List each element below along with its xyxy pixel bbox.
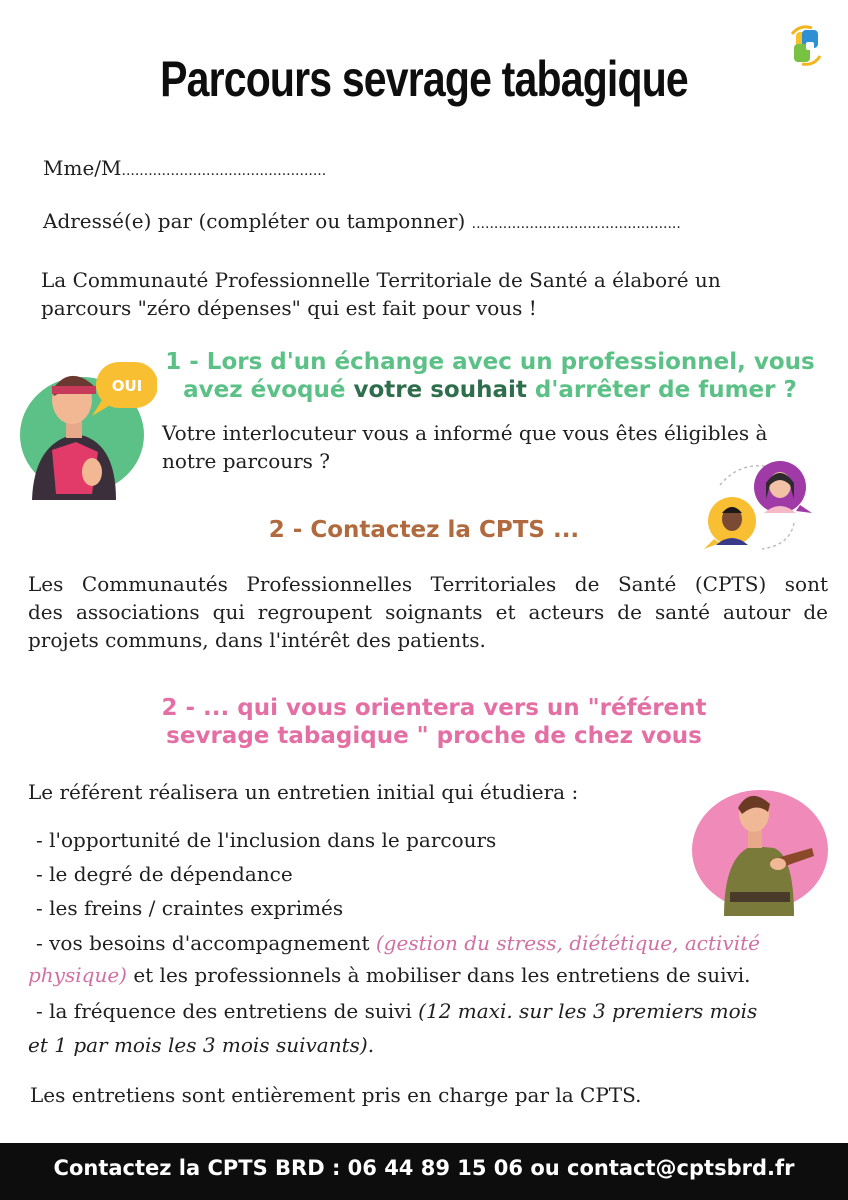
closing-text: Les entretiens sont entièrement pris en charge par la CPTS.	[30, 1083, 642, 1107]
step1-body-line-1: Votre interlocuteur vous a informé que vous êtes éligibles à	[162, 421, 768, 445]
footer-contact: Contactez la CPTS BRD : 06 44 89 15 06 ou contact@cptsbrd.fr	[0, 1143, 848, 1200]
step3-heading-line-1: 2 - ... qui vous orientera vers un "référent	[161, 695, 707, 721]
item4-text-end: et les professionnels à mobiliser dans les entretiens de suivi.	[126, 963, 751, 987]
step3-heading-line-2: sevrage tabagique " proche de chez vous	[166, 723, 702, 749]
step3-lead: Le référent réalisera un entretien initial qui étudiera :	[28, 780, 579, 804]
name-field[interactable]	[43, 154, 326, 185]
cpts-logo-icon	[786, 22, 826, 68]
step2-body-line-2: des associations qui regroupent soignants et acteurs de santé autour de	[28, 600, 828, 624]
criteria-item-4-line-2	[28, 961, 751, 989]
speaking-woman-illustration	[12, 360, 157, 500]
step1-heading-part-a: avez évoqué	[183, 377, 354, 403]
criteria-item-5-line-1	[36, 997, 757, 1025]
criteria-item-2: - le degré de dépendance	[36, 862, 293, 886]
item4-detail-end: physique)	[28, 963, 127, 987]
step1-heading-part-c: d'arrêter de fumer ?	[526, 377, 797, 403]
name-label: Mme/M	[43, 156, 122, 180]
step2-body-line-1: Les Communautés Professionnelles Territoriales de Santé (CPTS) sont	[28, 572, 828, 596]
name-dots: ..............................................	[121, 163, 327, 179]
criteria-item-3: - les freins / craintes exprimés	[36, 896, 344, 920]
step2-heading: 2 - Contactez la CPTS ...	[268, 517, 580, 543]
item5-detail: (12 maxi. sur les 3 premiers mois	[418, 999, 758, 1023]
referred-by-field[interactable]	[43, 207, 681, 238]
page-title: Parcours sevrage tabagique	[160, 51, 688, 107]
step2-body-line-3: projets communs, dans l'intérêt des patients.	[28, 628, 486, 652]
step1-body-line-2: notre parcours ?	[162, 449, 331, 473]
criteria-item-1: - l'opportunité de l'inclusion dans le parcours	[36, 828, 497, 852]
intro-line-2: parcours "zéro dépenses" qui est fait pour vous !	[41, 296, 537, 320]
step1-heading-line-1: 1 - Lors d'un échange avec un professionnel, vous	[165, 349, 815, 375]
item5-text: - la fréquence des entretiens de suivi	[36, 999, 419, 1023]
referred-dots: ...............................................	[471, 216, 681, 232]
step1-heading-emphasis: votre souhait	[353, 377, 527, 403]
man-writing-illustration	[690, 786, 832, 916]
intro-line-1: La Communauté Professionnelle Territoriale de Santé a élaboré un	[41, 268, 721, 292]
item4-text: - vos besoins d'accompagnement	[36, 931, 376, 955]
oui-badge: OUI	[111, 377, 143, 395]
criteria-item-5-line-2: et 1 par mois les 3 mois suivants).	[28, 1033, 375, 1057]
step1-heading-line-2	[140, 376, 840, 404]
criteria-item-4-line-1	[36, 929, 826, 957]
item4-detail: (gestion du stress, diététique, activité	[375, 931, 760, 955]
referred-label: Adressé(e) par (compléter ou tamponner)	[43, 209, 466, 233]
